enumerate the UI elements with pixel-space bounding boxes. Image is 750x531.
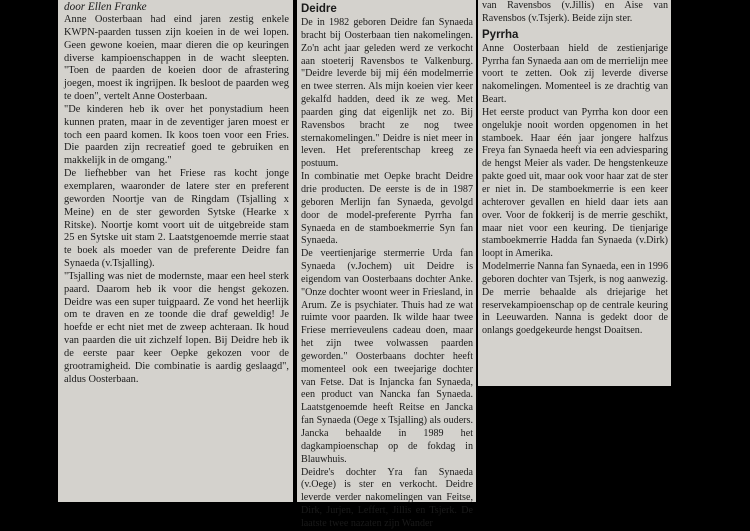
paragraph: De veertienjarige stermerrie Urda fan Synaeda (v.Jochem) uit Deidre is eigendom van Oosterbaans dochter Anke. "Onze dochter woont weer in Friesland, in Arum. Ze is psychiater. Thuis had ze wat ruimte voor paarden. Ik wilde haar twee Friese merrieveulens cadeau doen, maar het zijn twee volwassen paarden geworden." Oosterbaans dochter heeft momenteel ook een tweejarige dochter van Fetse. Dat is Injancka fan Synaeda, een product van Nancka fan Synaeda. Laatstgenoemde heeft Reitse en Jancka fan Synaeda (Oege x Tsjalling) als ouders. Jancka behaalde in 1989 het dagkampioenschap op de fokdag in Blauwhuis.: [301, 248, 473, 465]
paragraph: Deidre's dochter Yra fan Synaeda (v.Oege) is ster en verkocht. Deidre leverde verder nakomelingen van Feitse, Dirk, Jurjen, Leffert, Jillis en Tsjerk. De laatste twee nazaten zijn Wander: [301, 466, 473, 529]
paragraph: De liefhebber van het Friese ras kocht jonge exemplaren, waaronder de latere ster en preferent geworden Noortje van de Ringdam (Tsjalling x Meine) en de ster geworden Sytske (Hearke x Ritske). Noortje komt voort uit de uitgebreide stam 25 en Sytske uit stam 2. Laatstgenoemde merrie staat te boek als moeder van de preferente Deidre fan Synaeda (v.Tsjalling).: [64, 168, 289, 270]
paragraph: "Tsjalling was niet de modernste, maar een heel sterk paard. Daarom heb ik voor die hengst gekozen. Deidre was een super tuigpaard. Ze vond het heerlijk om te draven en ze toonde die draf geweldig! Je hoefde er echt niet met de zweep achteraan. Ik houd van paarden die uit zichzelf lopen. Bij Deidre heb ik de eerste paar keer Oepke gekozen voor de grootramigheid. Die combinatie is aardig geslaagd", aldus Oosterbaan.: [64, 270, 289, 385]
paragraph: De in 1982 geboren Deidre fan Synaeda bracht bij Oosterbaan tien nakomelingen. Zo'n acht jaar geleden werd ze verkocht aan stoeterij Ravensbos te Valkenburg. "Deidre leverde bij mij één modelmerrie en twee sterren. Als mijn koeien vier keer gekalfd hadden, deed ik ze weg. Met paarden ging dat eigenlijk net zo. Bij Ravensbos bracht ze nog twee sternakomelingen." Deidre is niet meer in leven. Het preferentschap kreeg ze postuum.: [301, 17, 473, 170]
paragraph: van Ravensbos (v.Jillis) en Aise van Ravensbos (v.Tsjerk). Beide zijn ster.: [482, 0, 668, 24]
article-column-2: [297, 0, 476, 529]
paragraph: Modelmerrie Nanna fan Synaeda, een in 1996 geboren dochter van Tsjerk, is nog aanwezig. De merrie behaalde als driejarige het reservekampioenschap op de centrale keuring in Leeuwarden. Nanna is gedekt door de onlangs goedgekeurde hengst Doaitsen.: [482, 261, 668, 337]
article-column-3: [478, 0, 671, 386]
section-heading-deidre: Deidre: [301, 3, 337, 15]
paragraph: In combinatie met Oepke bracht Deidre drie producten. De eerste is de in 1987 geboren Merlijn fan Synaeda, gevolgd door de model-preferente Pyrrha fan Synaeda en de stamboekmerrie Syn fan Synaeda.: [301, 171, 473, 247]
paragraph: "De kinderen heb ik over het ponystadium heen kunnen praten, maar in de zeventiger jaren moest er toch een paard komen. Ik koos toen voor een Fries. Die paarden zijn recreatief goed te gebruiken en makkelijk in de omgang.": [64, 103, 289, 167]
paragraph: Anne Oosterbaan had eind jaren zestig enkele KWPN-paarden tussen zijn koeien in de wei lopen. Geen gewone koeien, maar dieren die op keuringen diverse kampioenschappen in de wacht sleepten. "Toen de paarden de koeien door de afrastering joegen, moest ik ingrijpen. Ik besloot de paarden weg te doen", vertelt Anne Oosterbaan.: [64, 14, 289, 103]
paragraph: Het eerste product van Pyrrha kon door een ongelukje nooit worden opgenomen in het stamboek. Haar één jaar jongere halfzus Freya fan Synaeda heeft via een adviesparing de hengst Meier als vader. De hengstenkeuze pakte goed uit, maar ook voor haar zat de ster er niet in. De stamboekmerrie is een keer achterover gevallen en hield daar iets aan over. Voor de fokkerij is de merrie geschikt, maar niet voor een keuring. De tienjarige stamboekmerrie Hadda fan Synaeda (v.Dirk) loopt in Amerika.: [482, 106, 668, 260]
byline: door Ellen Franke: [64, 1, 147, 13]
article-column-1: [58, 0, 293, 502]
section-heading-pyrrha: Pyrrha: [482, 28, 519, 41]
paragraph: Anne Oosterbaan hield de zestienjarige Pyrrha fan Synaeda aan om de merrielijn mee voort te zetten. Ook zij leverde diverse nakomelingen. Momenteel is ze drachtig van Beart.: [482, 42, 668, 106]
